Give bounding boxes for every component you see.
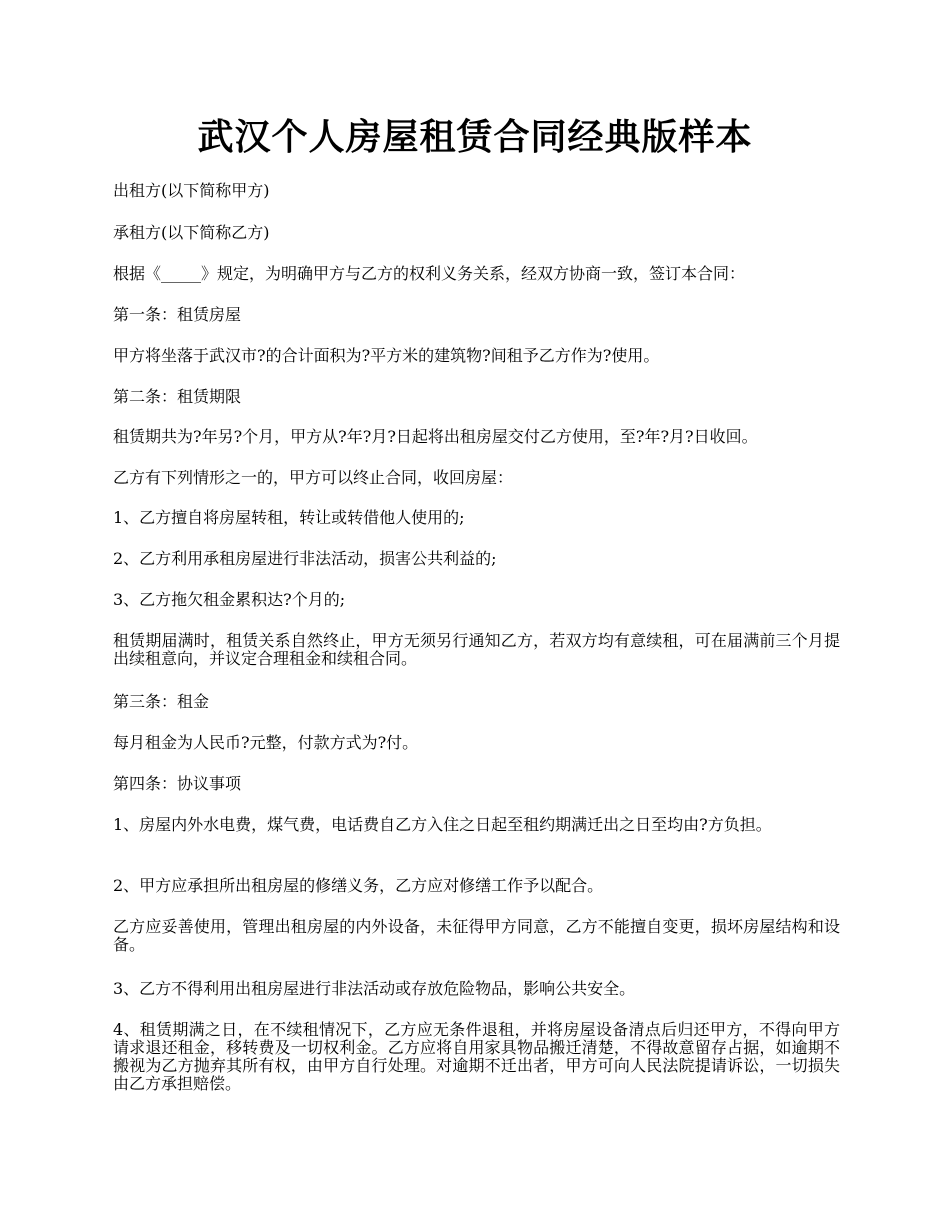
- document-title: 武汉个人房屋租赁合同经典版样本: [197, 116, 753, 158]
- paragraph-rent: 每月租金为人民币?元整，付款方式为?付。: [113, 733, 419, 752]
- heading-article-2: 第二条：租赁期限: [113, 387, 242, 406]
- list-item-agreement-3: 3、乙方不得利用出租房屋进行非法活动或存放危险物品，影响公共安全。: [113, 979, 636, 998]
- paragraph-lessee: 承租方(以下简称乙方): [113, 223, 270, 242]
- paragraph-lessor: 出租方(以下简称甲方): [113, 181, 270, 200]
- paragraph-expiry-renewal: 租赁期届满时，租赁关系自然终止，甲方无须另行通知乙方，若双方均有意续租，可在届满前三个月提出续租意向，并议定合理租金和续租合同。: [113, 631, 840, 668]
- paragraph-term: 租赁期共为?年另?个月，甲方从?年?月?日起将出租房屋交付乙方使用，至?年?月?日收回。: [113, 427, 758, 446]
- list-item-agreement-1: 1、房屋内外水电费，煤气费，电话费自乙方入住之日起至租约期满迁出之日至均由?方负担。: [113, 815, 772, 834]
- paragraph-equipment-care: 乙方应妥善使用，管理出租房屋的内外设备，未征得甲方同意，乙方不能擅自变更，损坏房屋结构和设备。: [113, 917, 840, 954]
- paragraph-termination-intro: 乙方有下列情形之一的，甲方可以终止合同，收回房屋：: [113, 468, 514, 487]
- list-item-termination-1: 1、乙方擅自将房屋转租，转让或转借他人使用的;: [113, 508, 465, 527]
- paragraph-preamble: 根据《_____》规定，为明确甲方与乙方的权利义务关系，经双方协商一致，签订本合同：: [113, 264, 746, 283]
- list-item-termination-3: 3、乙方拖欠租金累积达?个月的;: [113, 590, 346, 609]
- paragraph-premises: 甲方将坐落于武汉市?的合计面积为?平方米的建筑物?间租予乙方作为?使用。: [113, 346, 660, 365]
- list-item-agreement-2: 2、甲方应承担所出租房屋的修缮义务，乙方应对修缮工作予以配合。: [113, 876, 604, 895]
- list-item-termination-2: 2、乙方利用承租房屋进行非法活动，损害公共利益的;: [113, 549, 497, 568]
- heading-article-1: 第一条：租赁房屋: [113, 305, 242, 324]
- heading-article-4: 第四条：协议事项: [113, 774, 242, 793]
- list-item-agreement-4: 4、租赁期满之日，在不续租情况下，乙方应无条件退租，并将房屋设备清点后归还甲方，不得向甲方请求退还租金，移转费及一切权利金。乙方应将自用家具物品搬迁清楚，不得故意留存占据，如逾期不搬视为乙方抛弃其所有权，由甲方自行处理。对逾期不迁出者，甲方可向人民法院提请诉讼，一切损失由乙方承担赔偿。: [113, 1020, 840, 1093]
- heading-article-3: 第三条：租金: [113, 692, 210, 711]
